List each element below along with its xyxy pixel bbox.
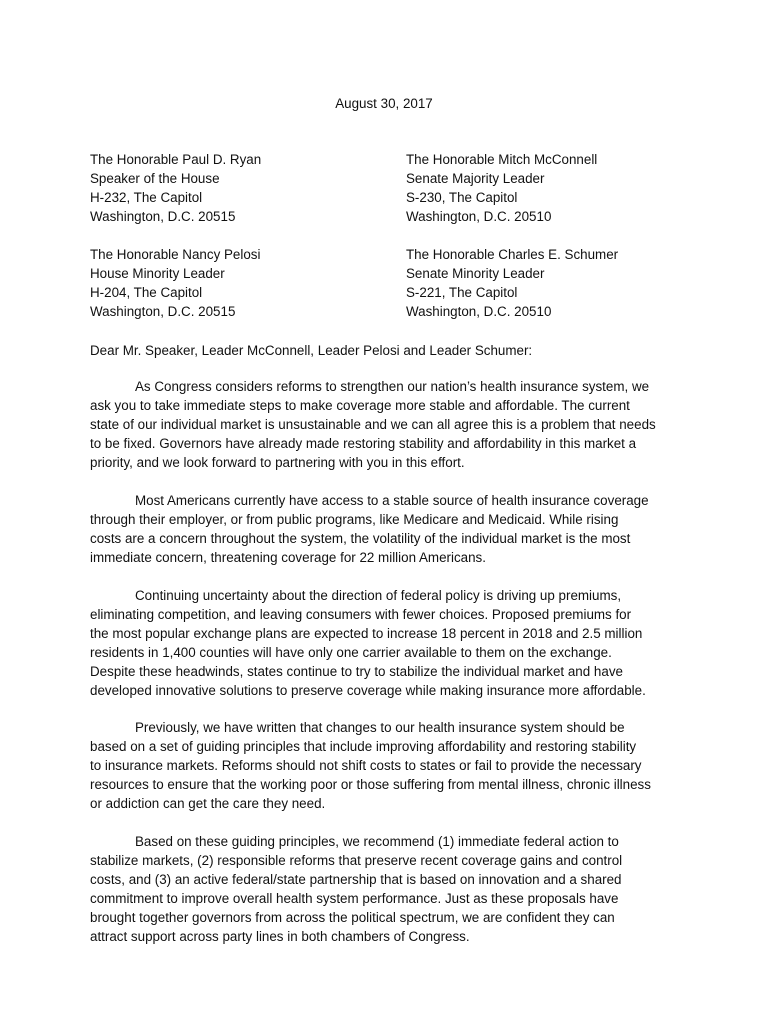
paragraph-line: commitment to improve overall health system performance. Just as these proposals have: [90, 891, 619, 906]
paragraph-line: costs are a concern throughout the system, the volatility of the individual market is the most: [90, 531, 631, 546]
addressee-name: The Honorable Paul D. Ryan: [90, 152, 262, 167]
paragraph-line: based on a set of guiding principles that include improving affordability and restoring stability: [90, 739, 637, 754]
paragraph-line: Most Americans currently have access to a stable source of health insurance coverage: [135, 493, 649, 508]
paragraph-line: resources to ensure that the working poor or those suffering from mental illness, chronic illness: [90, 777, 651, 792]
addressee-title: Senate Majority Leader: [406, 171, 545, 186]
paragraph-line: to be fixed. Governors have already made restoring stability and affordability in this market a: [90, 436, 637, 451]
addressee-city: Washington, D.C. 20510: [406, 209, 552, 224]
body-paragraph-1: [90, 377, 690, 472]
addressee-office: S-221, The Capitol: [406, 285, 518, 300]
paragraph-line: eliminating competition, and leaving consumers with fewer choices. Proposed premiums for: [90, 607, 632, 622]
letter-date: August 30, 2017: [335, 96, 433, 111]
addressee-office: H-232, The Capitol: [90, 190, 203, 205]
paragraph-line: stabilize markets, (2) responsible reforms that preserve recent coverage gains and control: [90, 853, 623, 868]
paragraph-line: Continuing uncertainty about the direction of federal policy is driving up premiums,: [135, 588, 622, 603]
addressee-city: Washington, D.C. 20515: [90, 209, 236, 224]
paragraph-line: the most popular exchange plans are expected to increase 18 percent in 2018 and 2.5 million: [90, 626, 643, 641]
salutation: Dear Mr. Speaker, Leader McConnell, Leader Pelosi and Leader Schumer:: [90, 343, 533, 358]
body-paragraph-5: [90, 832, 690, 946]
body-paragraph-4: [90, 718, 690, 813]
paragraph-line: Despite these headwinds, states continue to try to stabilize the individual market and have: [90, 664, 623, 679]
paragraph-line: Previously, we have written that changes to our health insurance system should be: [135, 720, 625, 735]
paragraph-line: priority, and we look forward to partnering with you in this effort.: [90, 455, 465, 470]
addressee-block-mcconnell: [406, 150, 706, 226]
addressee-city: Washington, D.C. 20510: [406, 304, 552, 319]
addressee-city: Washington, D.C. 20515: [90, 304, 236, 319]
addressee-block-ryan: [90, 150, 390, 226]
paragraph-line: or addiction can get the care they need.: [90, 796, 326, 811]
paragraph-line: brought together governors from across the political spectrum, we are confident they can: [90, 910, 615, 925]
addressee-block-pelosi: [90, 245, 390, 321]
paragraph-line: residents in 1,400 counties will have only one carrier available to them on the exchange.: [90, 645, 612, 660]
paragraph-line: state of our individual market is unsustainable and we can all agree this is a problem that needs: [90, 417, 656, 432]
addressee-name: The Honorable Nancy Pelosi: [90, 247, 261, 262]
paragraph-line: to insurance markets. Reforms should not shift costs to states or fail to provide the necessary: [90, 758, 642, 773]
addressee-title: Senate Minority Leader: [406, 266, 545, 281]
addressee-block-schumer: [406, 245, 706, 321]
paragraph-line: As Congress considers reforms to strengthen our nation’s health insurance system, we: [135, 379, 650, 394]
addressee-name: The Honorable Charles E. Schumer: [406, 247, 619, 262]
addressee-title: House Minority Leader: [90, 266, 225, 281]
addressee-title: Speaker of the House: [90, 171, 220, 186]
paragraph-line: ask you to take immediate steps to make coverage more stable and affordable. The current: [90, 398, 630, 413]
paragraph-line: immediate concern, threatening coverage for 22 million Americans.: [90, 550, 486, 565]
paragraph-line: through their employer, or from public programs, like Medicare and Medicaid. While rising: [90, 512, 619, 527]
addressee-name: The Honorable Mitch McConnell: [406, 152, 598, 167]
addressee-office: S-230, The Capitol: [406, 190, 518, 205]
body-paragraph-3: [90, 586, 690, 700]
addressee-office: H-204, The Capitol: [90, 285, 203, 300]
paragraph-line: developed innovative solutions to preserve coverage while making insurance more affordable.: [90, 683, 646, 698]
paragraph-line: attract support across party lines in both chambers of Congress.: [90, 929, 470, 944]
body-paragraph-2: [90, 491, 690, 567]
paragraph-line: Based on these guiding principles, we recommend (1) immediate federal action to: [135, 834, 619, 849]
paragraph-line: costs, and (3) an active federal/state partnership that is based on innovation and a shared: [90, 872, 622, 887]
